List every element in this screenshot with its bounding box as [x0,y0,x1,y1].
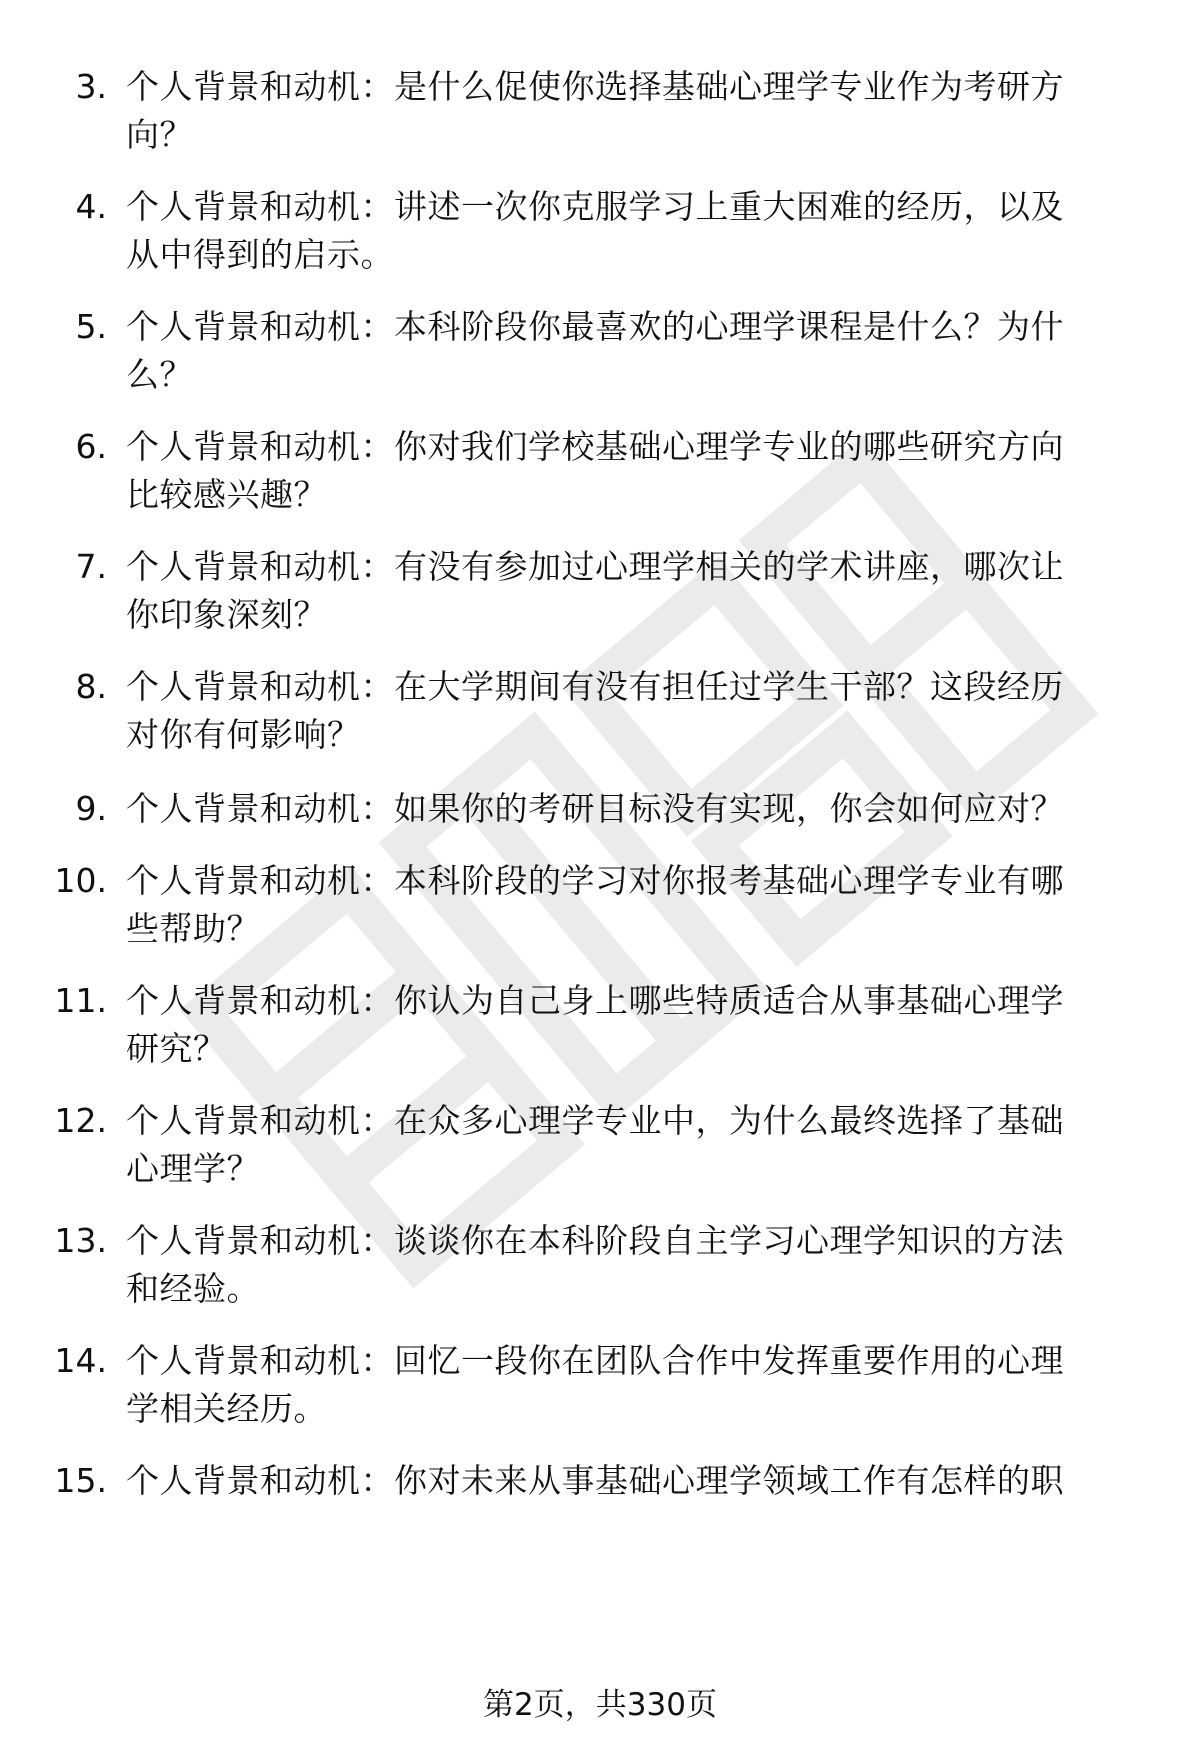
item-number: 14. [54,1341,107,1380]
item-text-line-1: 个人背景和动机：谈谈你在本科阶段自主学习心理学知识的方法 [126,1221,1064,1260]
list-item [0,532,1200,648]
item-text-line-2: 些帮助？ [126,909,260,948]
list-item [0,172,1200,288]
list-item [0,846,1200,962]
list-item [0,1206,1200,1322]
list-item [0,52,1200,168]
item-text-line-1: 个人背景和动机：你对我们学校基础心理学专业的哪些研究方向 [126,427,1064,466]
item-number: 5. [75,307,107,346]
item-number: 7. [75,547,107,586]
list-item [0,292,1200,408]
item-number: 10. [54,861,107,900]
item-text-line-1: 个人背景和动机：你认为自己身上哪些特质适合从事基础心理学 [126,981,1064,1020]
item-text-line-2: 向？ [126,115,193,154]
item-text-line-1: 个人背景和动机：如果你的考研目标没有实现，你会如何应对？ [126,789,1064,828]
item-text-line-1: 个人背景和动机：你对未来从事基础心理学领域工作有怎样的职 [126,1461,1064,1500]
item-text-line-1: 个人背景和动机：本科阶段的学习对你报考基础心理学专业有哪 [126,861,1064,900]
list-item [0,1446,1200,1562]
item-text-line-1: 个人背景和动机：讲述一次你克服学习上重大困难的经历，以及 [126,187,1064,226]
item-text-line-2: 你印象深刻？ [126,595,327,634]
list-item [0,966,1200,1082]
item-text-line-1: 个人背景和动机：是什么促使你选择基础心理学专业作为考研方 [126,67,1064,106]
item-text-line-2: 学相关经历。 [126,1389,327,1428]
list-item [0,1086,1200,1202]
item-text-line-1: 个人背景和动机：有没有参加过心理学相关的学术讲座，哪次让 [126,547,1064,586]
item-text-line-1: 个人背景和动机：在大学期间有没有担任过学生干部？这段经历 [126,667,1064,706]
item-text-line-2: 对你有何影响？ [126,715,361,754]
item-text-line-2: 心理学？ [126,1149,260,1188]
page-footer: 第2页，共330页 [483,1687,717,1723]
item-number: 12. [54,1101,107,1140]
item-text-line-2: 研究？ [126,1029,227,1068]
item-text-line-2: 么？ [126,355,193,394]
item-text-line-1: 个人背景和动机：本科阶段你最喜欢的心理学课程是什么？为什 [126,307,1064,346]
item-number: 8. [75,667,107,706]
item-number: 4. [75,187,107,226]
item-number: 9. [75,789,107,828]
item-number: 6. [75,427,107,466]
list-item [0,1326,1200,1442]
item-text-line-1: 个人背景和动机：回忆一段你在团队合作中发挥重要作用的心理 [126,1341,1064,1380]
item-number: 11. [54,981,107,1020]
list-item [0,652,1200,768]
list-item [0,412,1200,528]
item-text-line-2: 比较感兴趣？ [126,475,327,514]
item-number: 3. [75,67,107,106]
item-number: 13. [54,1221,107,1260]
item-text-line-2: 从中得到的启示。 [126,235,394,274]
item-text-line-2: 和经验。 [126,1269,260,1308]
item-text-line-1: 个人背景和动机：在众多心理学专业中，为什么最终选择了基础 [126,1101,1064,1140]
item-number: 15. [54,1461,107,1500]
